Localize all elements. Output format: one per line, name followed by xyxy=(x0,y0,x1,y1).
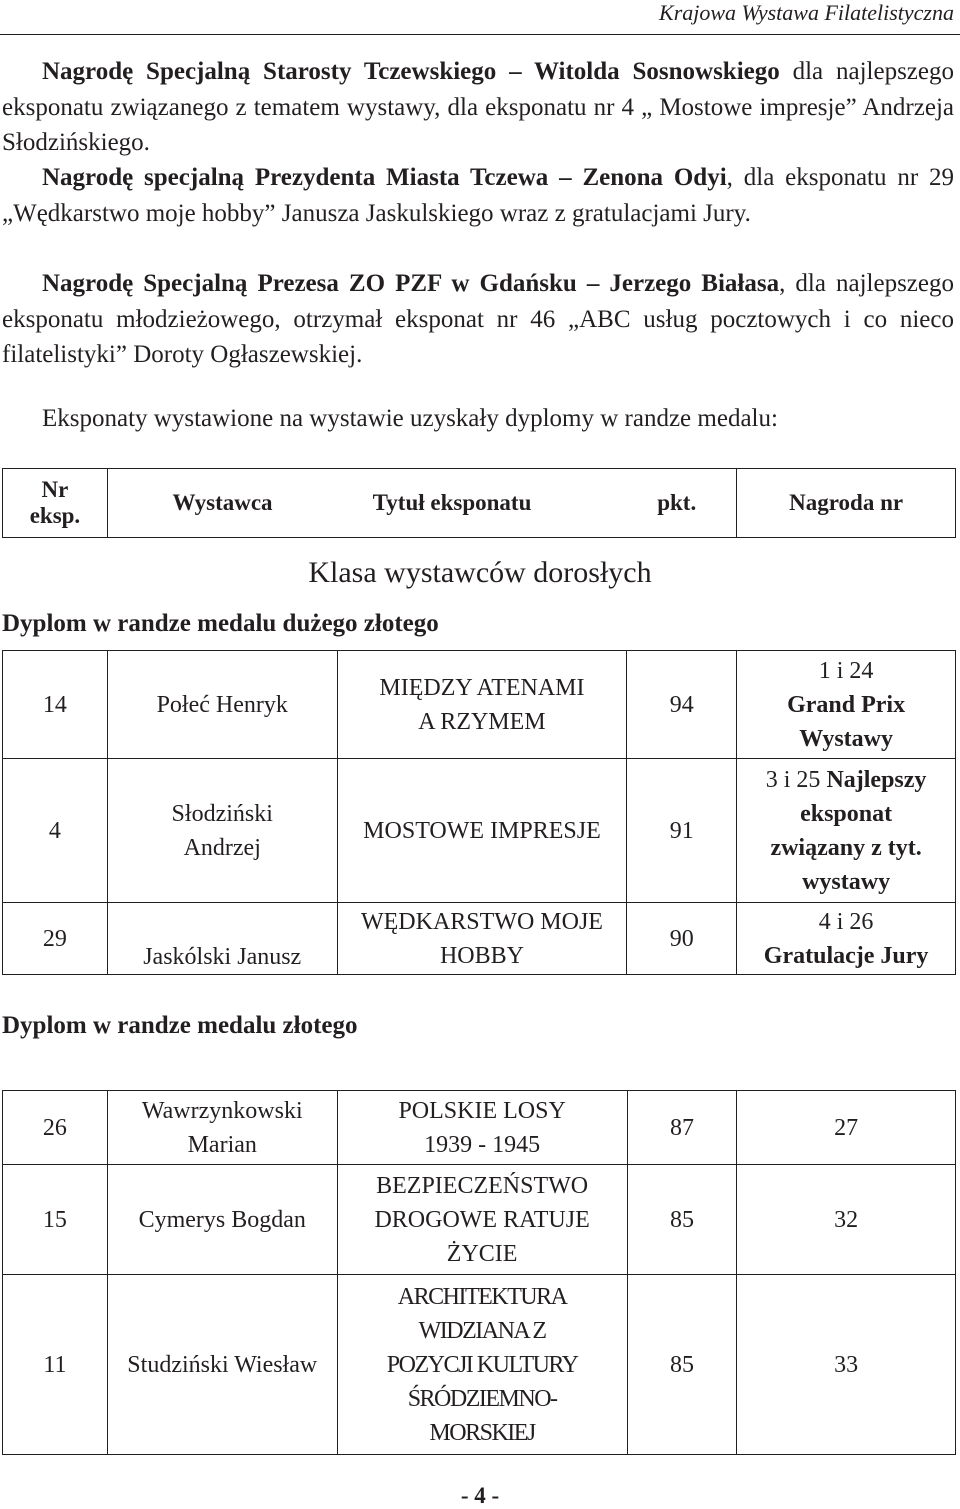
cell-exhibitor: Studziński Wiesław xyxy=(107,1275,337,1455)
header-divider xyxy=(0,34,960,35)
cell-points: 87 xyxy=(627,1091,737,1165)
award-text: , dla eksponatu nr 29 „Wędkarstwo moje hobby” Janusza Jaskulskiego wraz z gratulacjami Jury. xyxy=(2,164,954,227)
cell-nr: 4 xyxy=(3,759,108,903)
cell-title: ARCHITEKTURA WIDZIANA Z POZYCJI KULTURY ŚRÓDZIEMNO- MORSKIEJ xyxy=(337,1275,627,1455)
cell-award: 27 xyxy=(737,1091,956,1165)
award-name: Nagrodę Specjalną Prezesa ZO PZF w Gdańsku – Jerzego Białasa xyxy=(42,270,780,297)
cell-award: 1 i 24 Grand Prix Wystawy xyxy=(737,651,956,759)
class-title: Klasa wystawców dorosłych xyxy=(308,556,652,589)
cell-exhibitor: Jaskólski Janusz xyxy=(107,903,337,975)
cell-points: 94 xyxy=(627,651,737,759)
cell-title: MOSTOWE IMPRESJE xyxy=(337,759,627,903)
cell-nr: 15 xyxy=(3,1165,108,1275)
cell-title: MIĘDZY ATENAMI A RZYMEM xyxy=(337,651,627,759)
award-name: Nagrodę specjalną Prezydenta Miasta Tczewa – Zenona Odyi xyxy=(42,164,727,191)
cell-exhibitor: Wawrzynkowski Marian xyxy=(107,1091,337,1165)
cell-nr: 29 xyxy=(3,903,108,975)
cell-points: 90 xyxy=(627,903,737,975)
table-row xyxy=(3,651,956,759)
award-name: Nagrodę Specjalną Starosty Tczewskiego – Witolda Sosnowskiego xyxy=(42,58,780,85)
cell-title: WĘDKARSTWO MOJE HOBBY xyxy=(337,903,627,975)
cell-award: 3 i 25 Najlepszy eksponat związany z tyt. wystawy xyxy=(737,759,956,903)
cell-points: 85 xyxy=(627,1165,737,1275)
paragraph-award-prezes xyxy=(2,266,954,373)
gold-table xyxy=(2,1090,956,1455)
table-row xyxy=(3,1275,956,1455)
award-text: , dla najlepszego eksponatu młodzieżowego, otrzymał eksponat nr 46 „ABC usług pocztowych i co nieco filatelistyki” Doroty Ogłaszewskiej. xyxy=(2,270,954,368)
header-exhibitor: Wystawca xyxy=(107,469,337,538)
paragraph-award-prezydent xyxy=(2,160,954,231)
cell-award: 4 i 26 Gratulacje Jury xyxy=(737,903,956,975)
cell-points: 91 xyxy=(627,759,737,903)
cell-points: 85 xyxy=(627,1275,737,1455)
cell-exhibitor: Cymerys Bogdan xyxy=(107,1165,337,1275)
table-row xyxy=(3,759,956,903)
section-title-large-gold: Dyplom w randze medalu dużego złotego xyxy=(2,610,439,637)
header-award: Nagroda nr xyxy=(737,469,956,538)
cell-nr: 11 xyxy=(3,1275,108,1455)
cell-title: BEZPIECZEŃSTWO DROGOWE RATUJE ŻYCIE xyxy=(337,1165,627,1275)
cell-award: 32 xyxy=(737,1165,956,1275)
page-number: - 4 - xyxy=(460,1483,500,1508)
cell-nr: 14 xyxy=(3,651,108,759)
award-text: dla najlepszego eksponatu związanego z tematem wystawy, dla eksponatu nr 4 „ Mostowe impresje” Andrzeja Słodzińskiego. xyxy=(2,58,954,156)
cell-award: 33 xyxy=(737,1275,956,1455)
large-gold-table xyxy=(2,650,956,975)
cell-exhibitor: Słodziński Andrzej xyxy=(107,759,337,903)
results-table-header xyxy=(2,468,956,538)
section-title-gold: Dyplom w randze medalu złotego xyxy=(2,1012,358,1039)
header-nr: Nr eksp. xyxy=(3,469,108,538)
cell-title: POLSKIE LOSY 1939 - 1945 xyxy=(337,1091,627,1165)
table-intro: Eksponaty wystawione na wystawie uzyskały dyplomy w randze medalu: xyxy=(42,405,778,432)
table-row xyxy=(3,1165,956,1275)
cell-exhibitor: Połeć Henryk xyxy=(107,651,337,759)
paragraph-award-starosta xyxy=(2,54,954,161)
table-row xyxy=(3,903,956,975)
running-header: Krajowa Wystawa Filatelistyczna xyxy=(659,0,954,25)
header-points: pkt. xyxy=(567,469,737,538)
cell-nr: 26 xyxy=(3,1091,108,1165)
header-title: Tytuł eksponatu xyxy=(337,469,567,538)
table-row xyxy=(3,1091,956,1165)
